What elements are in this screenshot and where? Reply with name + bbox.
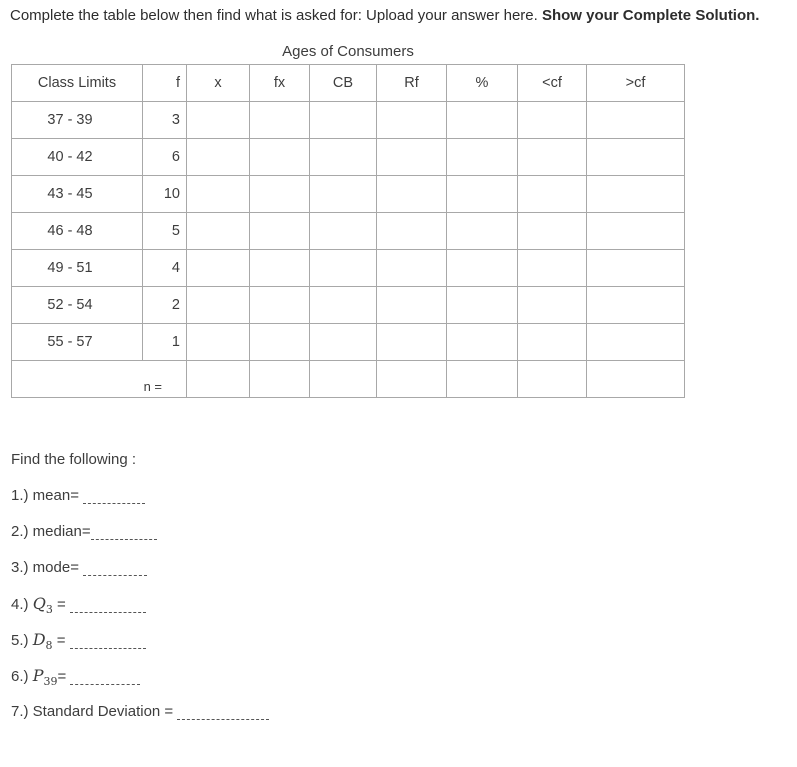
frequency-cell: 5 — [143, 213, 187, 250]
x-cell[interactable] — [187, 102, 250, 139]
question-std-dev — [11, 703, 269, 720]
table-row — [12, 176, 685, 213]
less-cf-cell[interactable] — [518, 250, 587, 287]
class-limit-cell: 46 - 48 — [12, 213, 143, 250]
n-label: n = — [143, 379, 162, 394]
answer-blank-q3[interactable] — [70, 611, 146, 613]
instructions-lead: Complete the table below then find what is asked for: Upload your answer here. — [10, 7, 542, 24]
greater-cf-cell[interactable] — [587, 102, 685, 139]
question-p39 — [11, 666, 140, 688]
fx-cell[interactable] — [250, 324, 310, 361]
cb-cell[interactable] — [310, 361, 377, 398]
class-limit-cell: 43 - 45 — [12, 176, 143, 213]
greater-cf-cell[interactable] — [587, 287, 685, 324]
p39-letter: P — [32, 666, 44, 685]
percent-cell[interactable] — [447, 213, 518, 250]
question-p39-prefix: 6.) — [11, 668, 29, 685]
instructions-text — [10, 7, 797, 24]
rf-cell[interactable] — [377, 213, 447, 250]
find-following-heading: Find the following : — [11, 451, 137, 468]
p39-subscript: 39 — [43, 675, 58, 688]
frequency-cell: 6 — [143, 139, 187, 176]
header-greater-cf: >cf — [587, 65, 685, 102]
cb-cell[interactable] — [310, 250, 377, 287]
less-cf-cell[interactable] — [518, 102, 587, 139]
greater-cf-cell[interactable] — [587, 176, 685, 213]
question-q3-prefix: 4.) — [11, 596, 29, 613]
class-limit-cell: 40 - 42 — [12, 139, 143, 176]
answer-blank-p39[interactable] — [70, 683, 140, 685]
q3-letter: Q — [32, 594, 46, 613]
cb-cell[interactable] — [310, 139, 377, 176]
header-x: x — [187, 65, 250, 102]
q3-subscript: 3 — [45, 603, 53, 616]
question-q3 — [11, 594, 146, 616]
answer-blank-d8[interactable] — [70, 647, 146, 649]
x-cell[interactable] — [187, 324, 250, 361]
fx-cell[interactable] — [250, 250, 310, 287]
table-header-row — [12, 65, 685, 102]
table-caption: Ages of Consumers — [282, 43, 414, 60]
less-cf-cell[interactable] — [518, 324, 587, 361]
answer-blank-std-dev[interactable] — [177, 718, 269, 720]
q3-symbol — [32, 594, 53, 616]
x-cell[interactable] — [187, 361, 250, 398]
fx-cell[interactable] — [250, 287, 310, 324]
rf-cell[interactable] — [377, 250, 447, 287]
question-d8 — [11, 630, 146, 652]
less-cf-cell[interactable] — [518, 176, 587, 213]
frequency-cell: 1 — [143, 324, 187, 361]
answer-blank-median[interactable] — [91, 538, 157, 540]
rf-cell[interactable] — [377, 102, 447, 139]
less-cf-cell[interactable] — [518, 287, 587, 324]
fx-cell[interactable] — [250, 361, 310, 398]
percent-cell[interactable] — [447, 102, 518, 139]
d8-symbol — [32, 630, 53, 652]
table-row — [12, 139, 685, 176]
class-limit-cell: 52 - 54 — [12, 287, 143, 324]
question-mode-label: 3.) mode= — [11, 559, 79, 576]
cb-cell[interactable] — [310, 102, 377, 139]
class-limit-cell: 55 - 57 — [12, 324, 143, 361]
frequency-cell: 10 — [143, 176, 187, 213]
x-cell[interactable] — [187, 287, 250, 324]
class-limit-cell: 37 - 39 — [12, 102, 143, 139]
percent-cell[interactable] — [447, 139, 518, 176]
frequency-cell: 4 — [143, 250, 187, 287]
less-cf-cell[interactable] — [518, 139, 587, 176]
q3-equals: = — [56, 596, 66, 613]
percent-cell[interactable] — [447, 361, 518, 398]
header-less-cf: <cf — [518, 65, 587, 102]
header-cb: CB — [310, 65, 377, 102]
p39-equals: = — [57, 668, 67, 685]
header-fx: fx — [250, 65, 310, 102]
question-mean — [11, 487, 145, 504]
fx-cell[interactable] — [250, 176, 310, 213]
question-mean-label: 1.) mean= — [11, 487, 79, 504]
question-median-label: 2.) median= — [11, 523, 91, 540]
x-cell[interactable] — [187, 213, 250, 250]
class-limit-cell: 49 - 51 — [12, 250, 143, 287]
d8-subscript: 8 — [45, 639, 53, 652]
x-cell[interactable] — [187, 139, 250, 176]
x-cell[interactable] — [187, 176, 250, 213]
greater-cf-cell[interactable] — [587, 361, 685, 398]
instructions-emphasis: Show your Complete Solution. — [541, 7, 760, 24]
greater-cf-cell[interactable] — [587, 324, 685, 361]
n-total-cell[interactable] — [12, 361, 187, 398]
d8-letter: D — [32, 630, 46, 649]
x-cell[interactable] — [187, 250, 250, 287]
table-row — [12, 213, 685, 250]
greater-cf-cell[interactable] — [587, 213, 685, 250]
percent-cell[interactable] — [447, 324, 518, 361]
rf-cell[interactable] — [377, 287, 447, 324]
percent-cell[interactable] — [447, 250, 518, 287]
percent-cell[interactable] — [447, 287, 518, 324]
table-total-row — [12, 361, 685, 398]
rf-cell[interactable] — [377, 176, 447, 213]
p39-symbol — [32, 666, 58, 688]
question-std-dev-label: 7.) Standard Deviation = — [11, 703, 174, 720]
greater-cf-cell[interactable] — [587, 250, 685, 287]
rf-cell[interactable] — [377, 361, 447, 398]
header-f: f — [143, 65, 187, 102]
cb-cell[interactable] — [310, 176, 377, 213]
header-rf: Rf — [377, 65, 447, 102]
fx-cell[interactable] — [250, 102, 310, 139]
table-row — [12, 102, 685, 139]
frequency-cell: 2 — [143, 287, 187, 324]
frequency-table — [11, 64, 685, 398]
table-row — [12, 324, 685, 361]
fx-cell[interactable] — [250, 139, 310, 176]
table-row — [12, 287, 685, 324]
cb-cell[interactable] — [310, 213, 377, 250]
cb-cell[interactable] — [310, 287, 377, 324]
d8-equals: = — [56, 632, 66, 649]
table-row — [12, 250, 685, 287]
header-class-limits: Class Limits — [12, 65, 143, 102]
answer-blank-mean[interactable] — [83, 502, 145, 504]
rf-cell[interactable] — [377, 139, 447, 176]
greater-cf-cell[interactable] — [587, 139, 685, 176]
question-mode — [11, 559, 147, 576]
question-d8-prefix: 5.) — [11, 632, 29, 649]
answer-blank-mode[interactable] — [83, 574, 147, 576]
header-percent: % — [447, 65, 518, 102]
rf-cell[interactable] — [377, 324, 447, 361]
frequency-cell: 3 — [143, 102, 187, 139]
less-cf-cell[interactable] — [518, 213, 587, 250]
less-cf-cell[interactable] — [518, 361, 587, 398]
fx-cell[interactable] — [250, 213, 310, 250]
question-median — [11, 523, 157, 540]
percent-cell[interactable] — [447, 176, 518, 213]
cb-cell[interactable] — [310, 324, 377, 361]
